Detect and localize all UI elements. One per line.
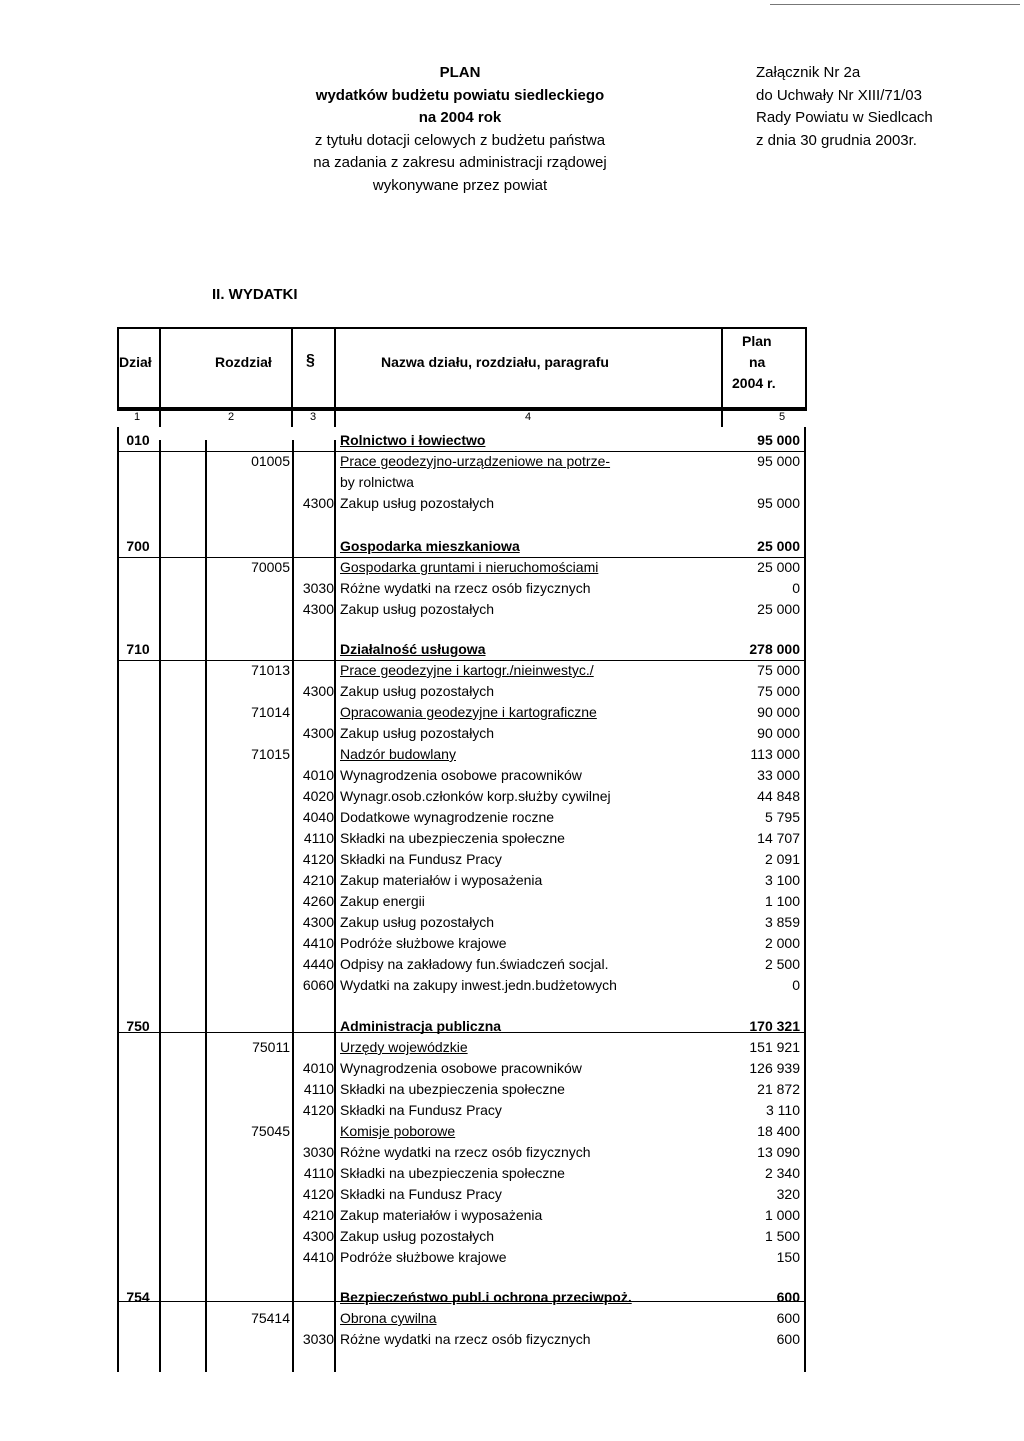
cell-nazwa: Gospodarka mieszkaniowa <box>340 538 520 554</box>
table-row <box>118 870 804 891</box>
column-number: 4 <box>525 411 532 423</box>
table-row <box>118 849 804 870</box>
table-row <box>118 702 804 723</box>
table-row <box>118 975 804 996</box>
cell-nazwa: Komisje poborowe <box>340 1123 456 1139</box>
table-row <box>118 1184 804 1205</box>
cell-plan: 14 707 <box>757 830 800 846</box>
table-row <box>118 933 804 954</box>
cell-paragraf: 3030 <box>302 580 334 596</box>
cell-plan: 2 000 <box>764 935 800 951</box>
title-line: wykonywane przez powiat <box>372 176 548 194</box>
cell-plan: 320 <box>776 1186 800 1202</box>
cell-paragraf: 4440 <box>302 956 334 972</box>
cell-nazwa: by rolnictwa <box>340 474 414 490</box>
cell-nazwa: Urzędy wojewódzkie <box>340 1039 468 1055</box>
cell-nazwa: Wynagrodzenia osobowe pracowników <box>340 767 582 783</box>
cell-plan: 3 110 <box>766 1102 800 1118</box>
cell-rozdzial: 70005 <box>251 559 290 575</box>
cell-dzial: 700 <box>126 538 150 554</box>
cell-nazwa: Nadzór budowlany <box>340 746 456 762</box>
cell-nazwa: Wynagrodzenia osobowe pracowników <box>340 1060 582 1076</box>
cell-nazwa: Różne wydatki na rzecz osób fizycznych <box>340 580 591 596</box>
cell-nazwa: Gospodarka gruntami i nieruchomościami <box>340 559 599 575</box>
header-plan-1: Plan <box>742 333 772 349</box>
cell-rozdzial: 01005 <box>251 453 290 469</box>
table-row <box>118 430 804 451</box>
cell-nazwa: Składki na ubezpieczenia społeczne <box>340 1081 565 1097</box>
cell-nazwa: Administracja publiczna <box>340 1018 502 1034</box>
cell-paragraf: 4120 <box>302 851 334 867</box>
cell-nazwa: Zakup usług pozostałych <box>340 914 495 930</box>
cell-nazwa: Zakup energii <box>340 893 425 909</box>
cell-paragraf: 4110 <box>303 830 334 846</box>
cell-paragraf: 4040 <box>302 809 334 825</box>
table-row <box>118 599 804 620</box>
cell-plan: 0 <box>792 977 800 993</box>
cell-nazwa: Prace geodezyjne i kartogr./nieinwestyc./ <box>340 662 594 678</box>
title-line: PLAN <box>439 64 481 81</box>
cell-rozdzial: 71015 <box>251 746 290 762</box>
cell-paragraf: 4120 <box>302 1102 334 1118</box>
header-paragraf: § <box>306 352 315 369</box>
cell-paragraf: 4010 <box>302 1060 334 1076</box>
cell-rozdzial: 75045 <box>251 1123 290 1139</box>
cell-nazwa: Wynagr.osob.członków korp.służby cywilnej <box>340 788 611 804</box>
cell-nazwa: Składki na Fundusz Pracy <box>340 1186 502 1202</box>
cell-plan: 3 859 <box>764 914 800 930</box>
cell-paragraf: 4110 <box>303 1165 334 1181</box>
title-line: wydatków budżetu powiatu siedleckiego <box>315 86 605 104</box>
cell-nazwa: Składki na Fundusz Pracy <box>340 851 502 867</box>
table-row <box>118 660 804 681</box>
header-rozdzial: Rozdział <box>215 354 272 370</box>
table-row <box>118 1016 804 1037</box>
cell-rozdzial: 75414 <box>251 1310 290 1326</box>
table-row <box>118 765 804 786</box>
cell-plan: 1 500 <box>764 1228 800 1244</box>
cell-plan: 2 340 <box>764 1165 800 1181</box>
cell-dzial: 710 <box>126 641 150 657</box>
cell-plan: 2 500 <box>764 956 800 972</box>
cell-nazwa: Opracowania geodezyjne i kartograficzne <box>340 704 597 720</box>
cell-paragraf: 4300 <box>302 725 334 741</box>
cell-plan: 1 100 <box>764 893 800 909</box>
cell-plan: 13 090 <box>757 1144 800 1160</box>
cell-paragraf: 4260 <box>302 893 334 909</box>
cell-plan: 5 795 <box>764 809 800 825</box>
cell-paragraf: 4300 <box>302 601 334 617</box>
column-number: 2 <box>228 411 235 423</box>
cell-paragraf: 3030 <box>302 1144 334 1160</box>
table-row <box>118 723 804 744</box>
table-row <box>118 1100 804 1121</box>
cell-nazwa: Składki na Fundusz Pracy <box>340 1102 502 1118</box>
cell-paragraf: 3030 <box>302 1331 334 1347</box>
table-row <box>118 744 804 765</box>
cell-plan: 95 000 <box>757 495 800 511</box>
header-plan-3: 2004 r. <box>732 375 776 391</box>
cell-nazwa: Podróże służbowe krajowe <box>340 1249 507 1265</box>
table-row <box>118 681 804 702</box>
cell-plan: 25 000 <box>757 601 800 617</box>
cell-nazwa: Dodatkowe wynagrodzenie roczne <box>340 809 555 825</box>
cell-plan: 95 000 <box>757 453 800 469</box>
cell-paragraf: 4210 <box>302 872 334 888</box>
table-row <box>118 451 804 472</box>
cell-plan: 25 000 <box>757 538 800 554</box>
cell-plan: 2 091 <box>764 851 800 867</box>
top-edge-line <box>770 4 1020 5</box>
table-row <box>118 1287 804 1308</box>
column-number: 1 <box>134 411 141 423</box>
annex-line: z dnia 30 grudnia 2003r. <box>756 131 917 149</box>
table-row <box>118 1329 804 1350</box>
table-row <box>118 954 804 975</box>
table-row <box>118 557 804 578</box>
cell-nazwa: Zakup usług pozostałych <box>340 495 495 511</box>
cell-plan: 1 000 <box>764 1207 800 1223</box>
cell-paragraf: 4300 <box>302 683 334 699</box>
table-row <box>118 1308 804 1329</box>
title-line: z tytułu dotacji celowych z budżetu państwa <box>314 131 606 149</box>
cell-plan: 600 <box>776 1289 800 1305</box>
cell-nazwa: Zakup materiałów i wyposażenia <box>340 872 543 888</box>
table-row <box>118 493 804 514</box>
table-row <box>118 1079 804 1100</box>
title-line: na 2004 rok <box>418 109 502 126</box>
cell-plan: 3 100 <box>764 872 800 888</box>
table-row <box>118 536 804 557</box>
cell-paragraf: 4300 <box>302 495 334 511</box>
cell-plan: 113 000 <box>750 746 800 762</box>
header-dzial: Dział <box>119 354 152 370</box>
cell-rozdzial: 71013 <box>251 662 290 678</box>
cell-nazwa: Składki na ubezpieczenia społeczne <box>340 830 565 846</box>
table-row <box>118 807 804 828</box>
cell-plan: 90 000 <box>757 725 800 741</box>
table-row <box>118 578 804 599</box>
cell-nazwa: Zakup usług pozostałych <box>340 1228 495 1244</box>
annex-line: do Uchwały Nr XIII/71/03 <box>756 86 922 104</box>
cell-nazwa: Zakup usług pozostałych <box>340 725 495 741</box>
cell-nazwa: Prace geodezyjno-urządzeniowe na potrze- <box>340 453 611 469</box>
cell-paragraf: 4410 <box>302 935 334 951</box>
table-row <box>118 1247 804 1268</box>
cell-nazwa: Zakup usług pozostałych <box>340 601 495 617</box>
cell-plan: 600 <box>776 1331 800 1347</box>
cell-paragraf: 4120 <box>302 1186 334 1202</box>
cell-nazwa: Obrona cywilna <box>340 1310 437 1326</box>
cell-plan: 44 848 <box>757 788 800 804</box>
column-number: 5 <box>779 411 786 423</box>
cell-plan: 278 000 <box>749 641 800 657</box>
cell-paragraf: 4210 <box>302 1207 334 1223</box>
table-right-border <box>804 427 806 1372</box>
cell-plan: 18 400 <box>757 1123 800 1139</box>
table-row <box>118 1163 804 1184</box>
cell-paragraf: 4300 <box>302 914 334 930</box>
cell-plan: 126 939 <box>749 1060 800 1076</box>
cell-paragraf: 4410 <box>302 1249 334 1265</box>
cell-nazwa: Rolnictwo i łowiectwo <box>340 432 486 448</box>
cell-plan: 0 <box>792 580 800 596</box>
table-row <box>118 1226 804 1247</box>
cell-nazwa: Wydatki na zakupy inwest.jedn.budżetowych <box>340 977 617 993</box>
cell-nazwa: Odpisy na zakładowy fun.świadczeń socjal. <box>340 956 609 972</box>
column-number: 3 <box>310 411 317 423</box>
annex-reference <box>756 62 933 152</box>
document-title <box>260 62 660 197</box>
cell-nazwa: Różne wydatki na rzecz osób fizycznych <box>340 1331 591 1347</box>
section-title: II. WYDATKI <box>212 286 298 303</box>
table-row <box>118 828 804 849</box>
title-line: na zadania z zakresu administracji rządowej <box>313 154 607 171</box>
header-plan-2: na <box>749 354 766 370</box>
table-row <box>118 912 804 933</box>
table-row <box>118 1205 804 1226</box>
cell-plan: 170 321 <box>749 1018 800 1034</box>
cell-nazwa: Zakup usług pozostałych <box>340 683 495 699</box>
table-row <box>118 1142 804 1163</box>
cell-plan: 33 000 <box>757 767 800 783</box>
cell-paragraf: 6060 <box>302 977 334 993</box>
annex-line: Rady Powiatu w Siedlcach <box>756 109 933 126</box>
cell-plan: 151 921 <box>749 1039 800 1055</box>
cell-dzial: 750 <box>126 1018 150 1034</box>
cell-plan: 150 <box>776 1249 800 1265</box>
cell-nazwa: Działalność usługowa <box>340 641 486 657</box>
cell-plan: 95 000 <box>757 432 800 448</box>
table-row <box>118 639 804 660</box>
table-row <box>118 1121 804 1142</box>
cell-plan: 75 000 <box>757 662 800 678</box>
cell-plan: 75 000 <box>757 683 800 699</box>
table-header <box>117 327 805 427</box>
cell-paragraf: 4010 <box>302 767 334 783</box>
cell-dzial: 010 <box>126 432 150 448</box>
header-nazwa: Nazwa działu, rozdziału, paragrafu <box>381 354 609 370</box>
annex-line: Załącznik Nr 2a <box>756 64 861 81</box>
cell-nazwa: Różne wydatki na rzecz osób fizycznych <box>340 1144 591 1160</box>
cell-plan: 600 <box>776 1310 800 1326</box>
cell-nazwa: Bezpieczeństwo publ.i ochrona przeciwpoż. <box>340 1289 632 1305</box>
cell-paragraf: 4020 <box>302 788 334 804</box>
cell-rozdzial: 75011 <box>252 1039 290 1055</box>
cell-paragraf: 4300 <box>302 1228 334 1244</box>
table-row <box>118 891 804 912</box>
cell-nazwa: Składki na ubezpieczenia społeczne <box>340 1165 565 1181</box>
table-row <box>118 1037 804 1058</box>
cell-plan: 21 872 <box>757 1081 800 1097</box>
table-row <box>118 786 804 807</box>
cell-dzial: 754 <box>126 1289 150 1305</box>
cell-nazwa: Zakup materiałów i wyposażenia <box>340 1207 543 1223</box>
cell-paragraf: 4110 <box>303 1081 334 1097</box>
table-row <box>118 1058 804 1079</box>
table-row <box>118 472 804 493</box>
cell-plan: 25 000 <box>757 559 800 575</box>
cell-rozdzial: 71014 <box>251 704 290 720</box>
cell-plan: 90 000 <box>757 704 800 720</box>
cell-nazwa: Podróże służbowe krajowe <box>340 935 507 951</box>
